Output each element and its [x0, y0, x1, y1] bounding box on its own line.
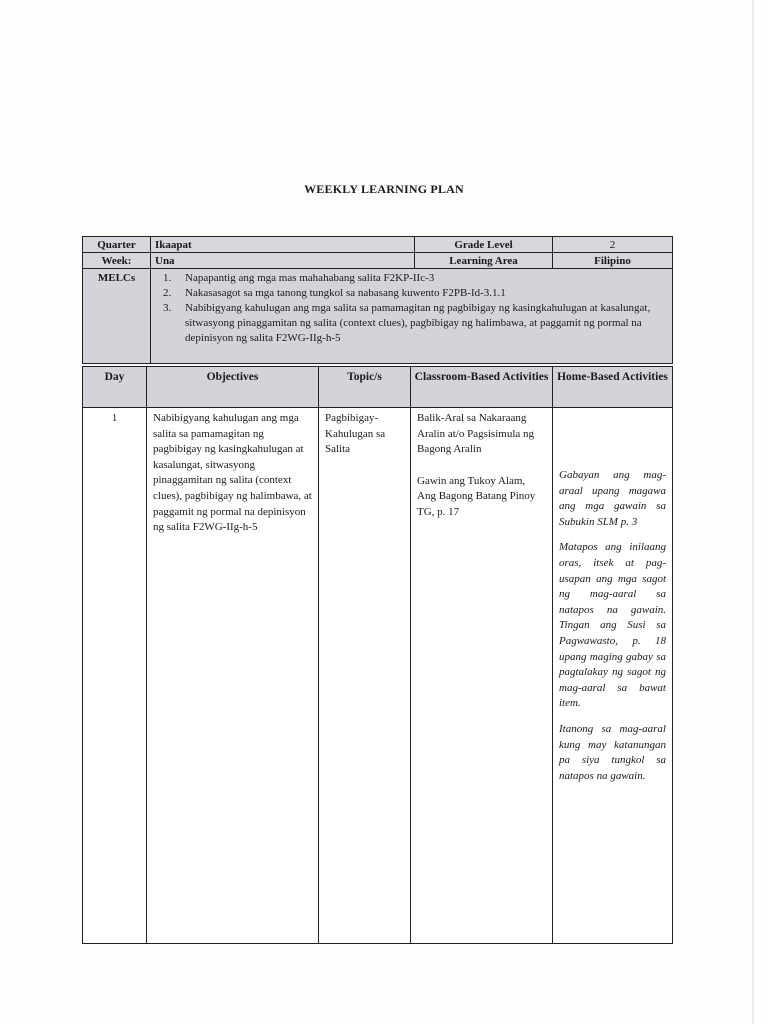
learning-area-value: Filipino [553, 253, 673, 269]
home-activity: Gabayan ang mag-araal upang magawa ang mga gawain sa Subukin SLM p. 3 [559, 469, 666, 528]
week-value: Una [151, 253, 415, 269]
day-cell: 1 [83, 408, 147, 944]
objectives-cell: Nabibigyang kahulugan ang mga salita sa pamamagitan ng pagbibigay ng kasingkahulugan at kasalungat, sitwasyong pinaggamitan ng salita (context clues), pagbibigay ng halimbawa, at paggamit ng pormal na depinisyon ng salita F2WG-IIg-h-5 [147, 408, 319, 944]
melc-item: 2. Nakasasagot sa mga tanong tungkol sa nabasang kuwento F2PB-Id-3.1.1 [163, 287, 506, 299]
column-header-day: Day [83, 367, 147, 408]
home-activity: Matapos ang inilaang oras, itsek at pag-usapan ang mga sagot ng mag-aaral sa natapos na gawain. Tingan ang Susi sa Pagwawasto, p. 18 upang maging gabay sa pagtalakay ng sagot ng mag-aaral sa bawat item. [559, 541, 666, 710]
classroom-activities-cell [411, 408, 553, 944]
page-edge [752, 0, 754, 1024]
column-header-classroom: Classroom-Based Activities [411, 367, 553, 408]
column-header-objectives: Objectives [147, 367, 319, 408]
topics-cell: Pagbibigay-Kahulugan sa Salita [319, 408, 411, 944]
classroom-activity: Balik-Aral sa Nakaraang Aralin at/o Pagsisimula ng Bagong Aralin [417, 412, 535, 456]
plan-table [82, 366, 673, 944]
melc-item: 1. Napapantig ang mga mas mahahabang salita F2KP-IIc-3 [163, 272, 435, 284]
page-title: WEEKLY LEARNING PLAN [304, 182, 464, 196]
quarter-label: Quarter [83, 237, 151, 253]
week-row [83, 253, 673, 269]
melc-item: 3. Nabibigyang kahulugan ang mga salita sa pamamagitan ng pagbibigay ng kasingkahulugan at kasalungat, sitwasyong pinaggamitan ng salita (context clues), pagbibigay ng halimbawa, at paggamit ng pormal na depinisyon ng salita F2WG-IIg-h-5 [163, 302, 651, 344]
melcs-content [151, 269, 673, 364]
classroom-activity: Gawin ang Tukoy Alam, Ang Bagong Batang Pinoy TG, p. 17 [417, 474, 536, 518]
grade-level-value: 2 [553, 237, 673, 253]
plan-header-row [83, 367, 673, 408]
column-header-home: Home-Based Activities [553, 367, 673, 408]
quarter-row [83, 237, 673, 253]
melcs-list [155, 271, 668, 346]
week-label: Week: [83, 253, 151, 269]
header-table [82, 236, 673, 364]
melcs-label: MELCs [83, 269, 151, 364]
home-activity: Itanong sa mag-aaral kung may katanungan pa siya tungkol sa natapos na gawain. [559, 722, 666, 782]
table-row [83, 408, 673, 944]
learning-area-label: Learning Area [415, 253, 553, 269]
grade-level-label: Grade Level [415, 237, 553, 253]
melcs-row [83, 269, 673, 364]
home-activities-cell [553, 408, 673, 944]
quarter-value: Ikaapat [151, 237, 415, 253]
column-header-topics: Topic/s [319, 367, 411, 408]
